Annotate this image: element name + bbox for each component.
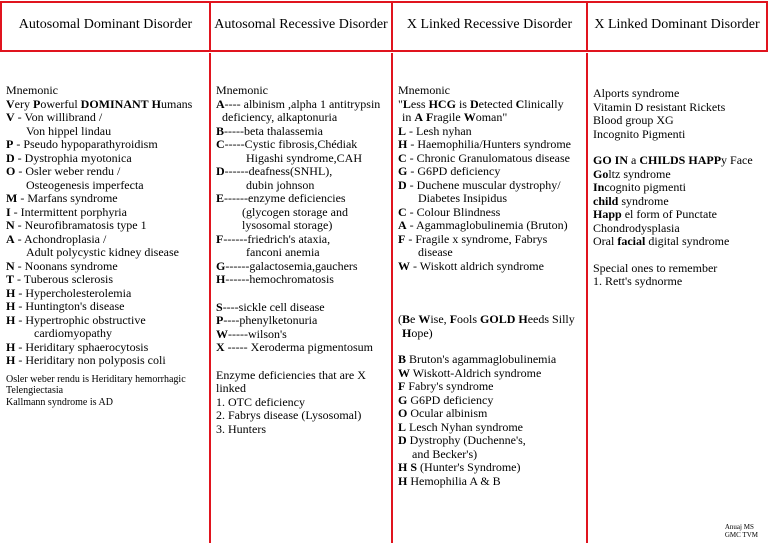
enzyme-title: linked xyxy=(216,381,246,395)
header-x-linked-recessive: X Linked Recessive Disorder xyxy=(391,1,588,52)
enzyme-title: Enzyme deficiencies that are X xyxy=(216,367,366,382)
mnemonic-line: "Less HCG is Detected Clinically xyxy=(398,96,564,111)
list-item: P----phenylketonuria xyxy=(216,313,318,327)
list-item: M - Marfans syndrome xyxy=(6,191,118,205)
list-item: Von hippel lindau xyxy=(26,123,112,138)
note: Telengiectasia xyxy=(6,385,64,396)
list-item: Diabetes Insipidus xyxy=(418,191,507,205)
column-autosomal-dominant xyxy=(6,53,206,543)
note: Osler weber rendu is Heriditary hemorrhagic xyxy=(6,373,186,385)
signature-line: Anuaj MS xyxy=(724,523,754,531)
list-item: B Bruton's agammaglobulinemia xyxy=(398,352,557,366)
list-item: O Ocular albinism xyxy=(398,406,488,420)
list-item: Osteogenesis imperfecta xyxy=(26,177,144,192)
list-item: Happ el form of Punctate xyxy=(593,207,717,221)
mnemonic2-line: (Be Wise, Fools GOLD Heeds Silly xyxy=(398,312,575,326)
list-item: A - Agammaglobulinemia (Bruton) xyxy=(398,218,568,232)
note: Kallmann syndrome is AD xyxy=(6,396,113,408)
list-item: H - Hypertrophic obstructive xyxy=(6,312,146,327)
list-item: H - Haemophilia/Hunters syndrome xyxy=(398,137,571,151)
column-x-linked-recessive xyxy=(398,53,584,543)
mnemonic-label: Mnemonic xyxy=(6,83,58,97)
special-title: Special ones to remember xyxy=(593,260,718,275)
mnemonic-line: in A Fragile Woman" xyxy=(402,110,508,124)
list-item: L - Lesh nyhan xyxy=(398,123,472,138)
list-item: P - Pseudo hypoparathyroidism xyxy=(6,137,158,151)
mnemonic-line: Very Powerful DOMINANT Humans xyxy=(6,96,193,111)
list-item: D Dystrophy (Duchenne's, xyxy=(398,433,526,447)
list-item: G------galactosemia,gauchers xyxy=(216,258,358,273)
header-x-linked-dominant: X Linked Dominant Disorder xyxy=(586,1,768,52)
list-item: V - Von willibrand / xyxy=(6,110,103,124)
list-item: Higashi syndrome,CAH xyxy=(246,150,362,165)
list-item: D - Duchene muscular dystrophy/ xyxy=(398,177,561,192)
list-item: disease xyxy=(418,245,453,259)
list-item: Vitamin D resistant Rickets xyxy=(593,99,726,114)
list-item: cardiomyopathy xyxy=(34,326,112,340)
list-item: child syndrome xyxy=(593,193,669,208)
list-item: (glycogen storage and xyxy=(242,204,348,219)
list-item: Oral facial digital syndrome xyxy=(593,234,730,248)
column-x-linked-dominant xyxy=(593,53,765,543)
divider-3 xyxy=(586,53,588,543)
list-item: W - Wiskott aldrich syndrome xyxy=(398,258,544,273)
signature-line: GMC TVM xyxy=(724,531,758,539)
list-item: H Hemophilia A & B xyxy=(398,473,501,488)
enzyme-item: 1. OTC deficiency xyxy=(216,394,305,409)
list-item: C-----Cystic fibrosis,Chédiak xyxy=(216,137,358,151)
list-item: G - G6PD deficiency xyxy=(398,164,501,178)
list-item: B-----beta thalassemia xyxy=(216,123,323,138)
signature xyxy=(725,523,758,539)
list-item: and Becker's) xyxy=(412,446,478,461)
list-item: H - Hypercholesterolemia xyxy=(6,285,132,300)
list-item: Incognito Pigmenti xyxy=(593,126,686,141)
list-item: lysosomal storage) xyxy=(242,218,333,232)
header-autosomal-dominant: Autosomal Dominant Disorder xyxy=(0,1,211,52)
list-item: T - Tuberous sclerosis xyxy=(6,272,114,286)
list-item: D------deafness(SNHL), xyxy=(216,164,333,178)
list-item: Adult polycystic kidney disease xyxy=(26,245,179,259)
divider-2 xyxy=(391,53,393,543)
list-item: A - Achondroplasia / xyxy=(6,231,107,246)
list-item: Chondrodysplasia xyxy=(593,220,680,235)
list-item: F - Fragile x syndrome, Fabrys xyxy=(398,231,548,246)
list-item: Goltz syndrome xyxy=(593,166,671,181)
enzyme-item: 2. Fabrys disease (Lysosomal) xyxy=(216,408,362,422)
column-autosomal-recessive xyxy=(216,53,390,543)
list-item: S----sickle cell disease xyxy=(216,299,325,314)
list-item: X ----- Xeroderma pigmentosum xyxy=(216,340,373,354)
list-item: Alports syndrome xyxy=(593,86,680,100)
list-item: O - Osler weber rendu / xyxy=(6,164,121,178)
list-item: L Lesch Nyhan syndrome xyxy=(398,419,523,434)
list-item: H - Heriditary sphaerocytosis xyxy=(6,339,149,354)
list-item: fanconi anemia xyxy=(246,245,320,259)
special-item: 1. Rett's sydnorme xyxy=(593,274,683,288)
list-item: I - Intermittent porphyria xyxy=(6,204,127,219)
list-item: Blood group XG xyxy=(593,113,674,127)
list-item: W-----wilson's xyxy=(216,326,287,341)
list-item: H - Heriditary non polyposis coli xyxy=(6,353,166,367)
mnemonic2-line: Hope) xyxy=(402,325,433,340)
list-item: A---- albinism ,alpha 1 antitrypsin xyxy=(216,96,381,111)
list-item: H S (Hunter's Syndrome) xyxy=(398,460,521,474)
list-item: F Fabry's syndrome xyxy=(398,379,494,393)
list-item: H------hemochromatosis xyxy=(216,272,334,286)
list-item: deficiency, alkaptonuria xyxy=(222,110,338,124)
enzyme-item: 3. Hunters xyxy=(216,421,266,436)
list-item: N - Noonans syndrome xyxy=(6,258,118,273)
list-item: dubin johnson xyxy=(246,177,315,192)
list-item: N - Neurofibramatosis type 1 xyxy=(6,218,147,232)
list-item: C - Colour Blindness xyxy=(398,204,501,219)
list-item: G G6PD deficiency xyxy=(398,392,494,407)
mnemonic-line: GO IN a CHILDS HAPPy Face xyxy=(593,153,753,167)
list-item: W Wiskott-Aldrich syndrome xyxy=(398,365,542,380)
list-item: E------enzyme deficiencies xyxy=(216,191,346,205)
header-autosomal-recessive: Autosomal Recessive Disorder xyxy=(209,1,393,52)
mnemonic-label: Mnemonic xyxy=(216,83,268,97)
divider-1 xyxy=(209,53,211,543)
list-item: C - Chronic Granulomatous disease xyxy=(398,150,570,165)
mnemonic-label: Mnemonic xyxy=(398,83,450,97)
list-item: Incognito pigmenti xyxy=(593,180,686,194)
list-item: D - Dystrophia myotonica xyxy=(6,150,132,165)
list-item: H - Huntington's disease xyxy=(6,299,125,313)
list-item: F------friedrich's ataxia, xyxy=(216,231,331,246)
